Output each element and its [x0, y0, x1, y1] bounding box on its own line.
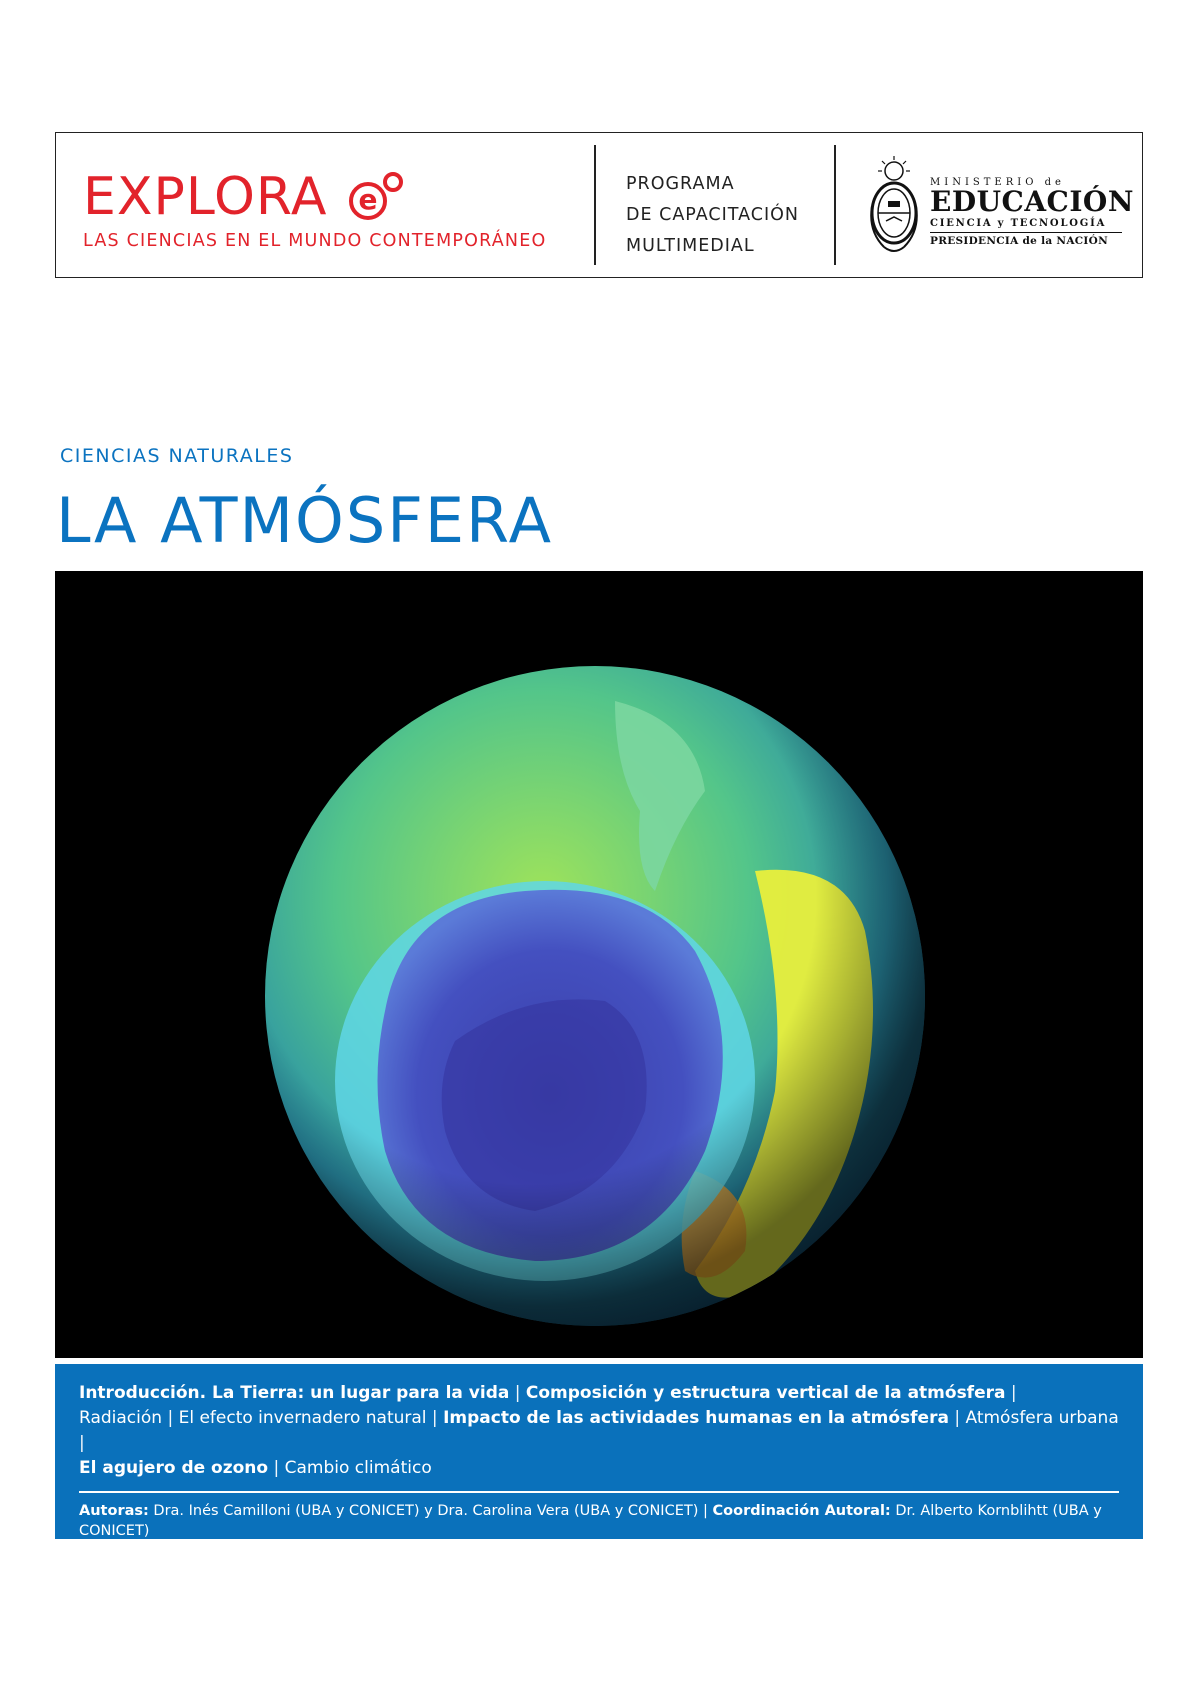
ministry-logo	[864, 151, 1134, 261]
programa-label	[626, 169, 799, 262]
ministry-name: EDUCACIÓN	[930, 185, 1134, 218]
topics-divider	[79, 1491, 1119, 1493]
programa-line: PROGRAMA	[626, 174, 735, 194]
coordination-label: Coordinación Autoral:	[712, 1502, 891, 1519]
topic-item: El agujero de ozono	[79, 1458, 269, 1478]
ministry-line: CIENCIA y TECNOLOGÍA	[930, 218, 1107, 229]
header-divider	[594, 145, 596, 265]
topic-item: Introducción. La Tierra: un lugar para la vida	[79, 1383, 510, 1403]
topics-box	[55, 1364, 1143, 1539]
cover-image	[55, 571, 1143, 1358]
page-title: LA ATMÓSFERA	[56, 484, 554, 557]
explora-e-icon: e	[349, 172, 405, 222]
programa-line: DE CAPACITACIÓN	[626, 205, 800, 225]
credits: Autoras: Dra. Inés Camilloni (UBA y CONICET) y Dra. Carolina Vera (UBA y CONICET) | Coordinación Autoral: Dr. Alberto Kornblihtt (UBA y CONICET)	[79, 1502, 1102, 1539]
topic-item: Composición y estructura vertical de la atmósfera	[525, 1383, 1006, 1403]
topic-item: Radiación	[79, 1408, 163, 1428]
header-banner	[55, 132, 1143, 278]
ministry-text	[930, 177, 1134, 247]
topic-item: Atmósfera urbana	[965, 1408, 1119, 1428]
programa-line: MULTIMEDIAL	[626, 236, 755, 256]
subject-label: CIENCIAS NATURALES	[60, 445, 294, 467]
ministry-line: PRESIDENCIA de la NACIÓN	[930, 235, 1108, 247]
argentina-coat-of-arms-icon	[864, 151, 924, 261]
topic-item: Cambio climático	[284, 1458, 432, 1478]
topic-item: Impacto de las actividades humanas en la atmósfera	[443, 1408, 949, 1428]
coordination-text: Dr. Alberto Kornblihtt (UBA y CONICET)	[79, 1502, 1102, 1539]
explora-brand	[83, 167, 547, 251]
authors-label: Autoras:	[79, 1502, 149, 1519]
explora-logo	[83, 167, 546, 227]
header-divider	[834, 145, 836, 265]
brand-name: EXPLORA	[83, 167, 328, 227]
topics-list: Introducción. La Tierra: un lugar para la vida | Composición y estructura vertical de la atmósfera | Radiación | El efecto invernadero natural | Impacto de las actividades humanas en la atmósfera | Atmósfera urbana | El agujero de ozono | Cambio climático	[79, 1383, 1119, 1478]
authors-text: Dra. Inés Camilloni (UBA y CONICET) y Dra. Carolina Vera (UBA y CONICET)	[153, 1502, 699, 1519]
topic-item: El efecto invernadero natural	[178, 1408, 427, 1428]
ozone-globe-image	[55, 571, 1143, 1358]
brand-tagline: LAS CIENCIAS EN EL MUNDO CONTEMPORÁNEO	[83, 231, 547, 251]
ministry-line: MINISTERIO de	[930, 177, 1065, 188]
